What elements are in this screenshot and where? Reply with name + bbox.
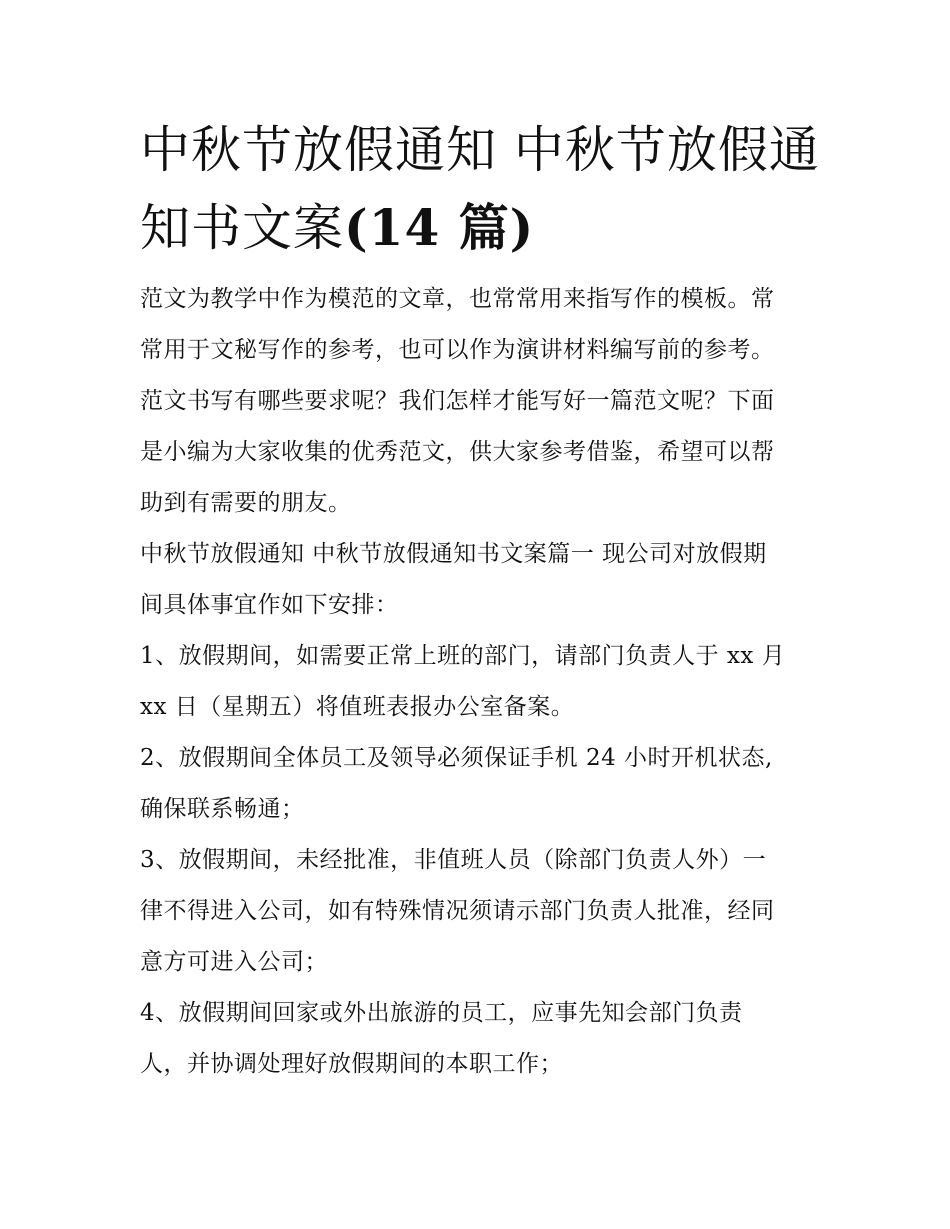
intro-paragraph (140, 274, 830, 529)
text-line: xx 日（星期五）将值班表报办公室备案。 (140, 694, 575, 720)
list-item-2 (140, 733, 830, 835)
text-line: 间具体事宜作如下安排： (140, 592, 399, 618)
text-line: 3、放假期间，未经批准，非值班人员（除部门负责人外）一 (140, 847, 767, 873)
document-title (140, 112, 840, 267)
list-item-4 (140, 988, 830, 1090)
title-line-text: 知书文案 (140, 199, 344, 257)
text-line: 范文为教学中作为模范的文章，也常常用来指写作的模板。常 (140, 286, 775, 312)
text-line: 4、放假期间回家或外出旅游的员工，应事先知会部门负责 (140, 1000, 743, 1026)
list-item-3 (140, 835, 830, 988)
text-line: 1、放假期间，如需要正常上班的部门，请部门负责人于 xx 月 (140, 643, 786, 669)
list-item-1 (140, 631, 830, 733)
document-body (140, 274, 830, 1090)
title-count: (14 篇) (344, 198, 535, 257)
text-line: 2、放假期间全体员工及领导必须保证手机 24 小时开机状态, (140, 745, 773, 771)
text-line: 确保联系畅通； (140, 796, 305, 822)
text-line: 是小编为大家收集的优秀范文，供大家参考借鉴，希望可以帮 (140, 439, 775, 465)
title-line: 中秋节放假通知 中秋节放假通 (140, 121, 820, 179)
text-line: 意方可进入公司； (140, 949, 328, 975)
text-line: 助到有需要的朋友。 (140, 490, 352, 516)
section-heading-paragraph (140, 529, 830, 631)
text-line: 中秋节放假通知 中秋节放假通知书文案篇一 现公司对放假期 (140, 541, 767, 567)
text-line: 人，并协调处理好放假期间的本职工作； (140, 1051, 563, 1077)
text-line: 范文书写有哪些要求呢？我们怎样才能写好一篇范文呢？下面 (140, 388, 775, 414)
text-line: 常用于文秘写作的参考，也可以作为演讲材料编写前的参考。 (140, 337, 775, 363)
title-line (140, 189, 840, 267)
text-line: 律不得进入公司，如有特殊情况须请示部门负责人批准，经同 (140, 898, 775, 924)
